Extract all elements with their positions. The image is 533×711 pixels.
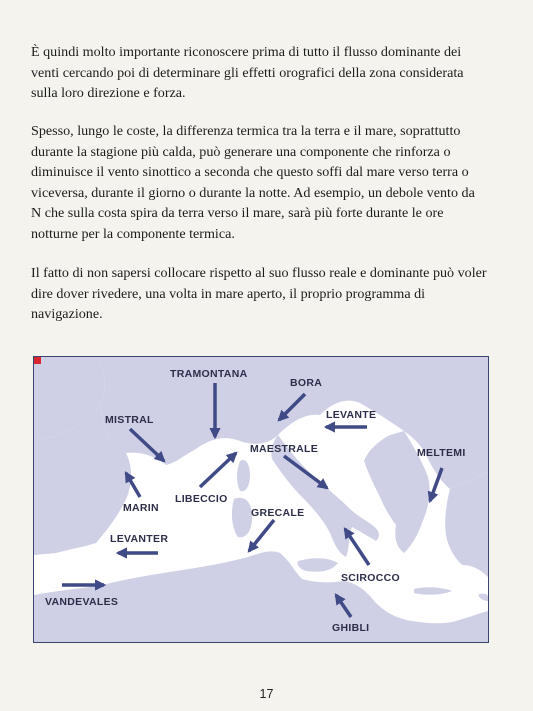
mediterranean-winds-map (33, 356, 489, 643)
label-grecale: GRECALE (251, 507, 305, 519)
page-number: 17 (259, 687, 274, 701)
label-libeccio: LIBECCIO (175, 493, 228, 505)
corner-marker (34, 357, 41, 364)
intro-paragraph: È quindi molto importante riconoscere prima di tutto il flusso dominante dei venti cercando poi di determinare gli effetti orografici della zona considerata sulla loro direzione e forza. (31, 44, 464, 101)
label-scirocco: SCIROCCO (341, 572, 400, 584)
thermal-paragraph: Spesso, lungo le coste, la differenza termica tra la terra e il mare, soprattutto durante la stagione più calda, può generare una componente che rinforza o diminuisce il vento sinottico a seconda che questo soffi dal mare verso terra o viceversa, durante il giorno o durante la notte. Ad esempio, un debole vento da N che sulla costa spira da terra verso il mare, sarà più forte durante le ore notturne per la componente termica. (31, 123, 475, 242)
label-marin: MARIN (123, 502, 159, 514)
label-ghibli: GHIBLI (332, 622, 370, 634)
label-mistral: MISTRAL (105, 414, 154, 426)
label-meltemi: MELTEMI (417, 447, 466, 459)
navigation-paragraph: Il fatto di non sapersi collocare rispetto al suo flusso reale e dominante può voler dire dover rivedere, una volta in mare aperto, il proprio programma di navigazione. (31, 265, 487, 322)
label-levante: LEVANTE (326, 409, 377, 421)
label-maestrale: MAESTRALE (250, 443, 319, 455)
label-bora: BORA (290, 377, 323, 389)
label-vandevales: VANDEVALES (45, 596, 119, 608)
label-levanter: LEVANTER (110, 533, 169, 545)
label-tramontana: TRAMONTANA (170, 368, 248, 380)
landmass-sardinia (232, 498, 252, 538)
